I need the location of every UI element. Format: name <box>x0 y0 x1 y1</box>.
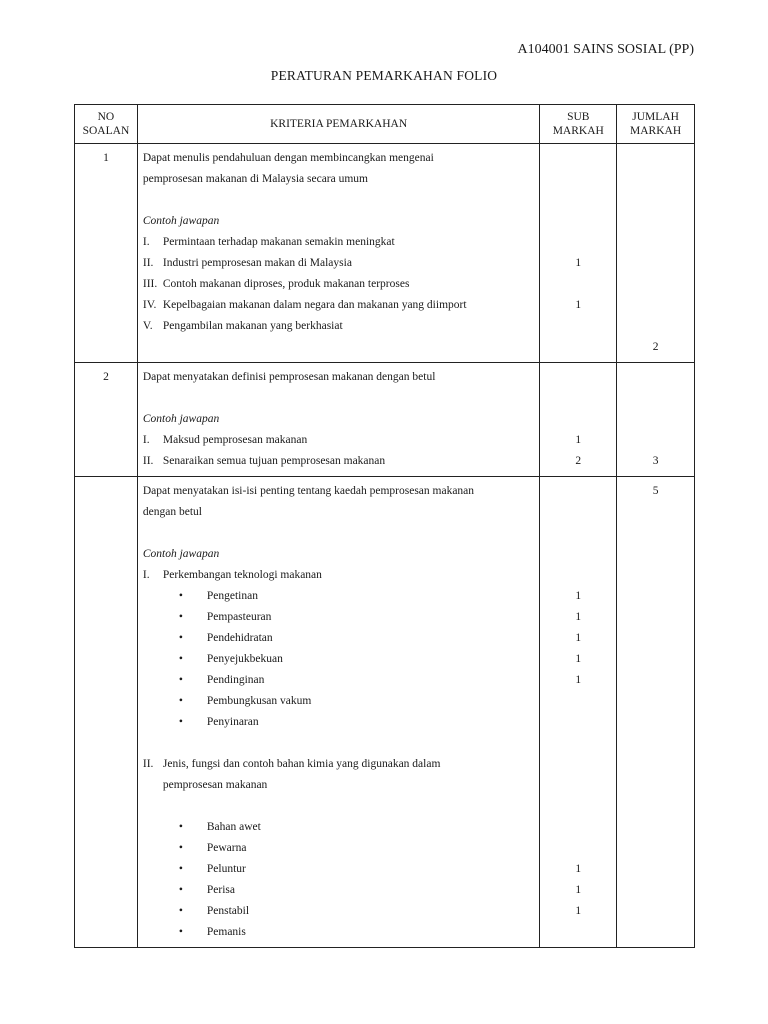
criteria-line: pemprosesan makanan di Malaysia secara umum <box>142 173 369 185</box>
bullet-item: • Penyinaran <box>178 716 259 728</box>
bullet-item: • Pendinginan <box>178 674 265 686</box>
sub-mark: 1 <box>575 884 582 896</box>
sub-mark: 1 <box>575 611 582 623</box>
bullet-item: • Pendehidratan <box>178 632 273 644</box>
total-mark-cell <box>617 363 695 477</box>
header-jumlah-markah: JUMLAH MARKAH <box>617 105 695 144</box>
total-mark: 2 <box>652 341 659 353</box>
table-row <box>75 363 695 477</box>
criteria-line: Dapat menulis pendahuluan dengan membincangkan mengenai <box>142 152 434 164</box>
bullet-item: • Pengetinan <box>178 590 258 602</box>
marking-scheme-table <box>74 104 695 948</box>
sub-mark: 1 <box>575 257 582 269</box>
question-number: 2 <box>75 363 138 477</box>
document-code: A104001 SAINS SOSIAL (PP) <box>517 42 694 57</box>
criteria-line: dengan betul <box>142 506 202 518</box>
total-mark-cell <box>617 144 695 363</box>
example-label: Contoh jawapan <box>142 215 220 227</box>
bullet-item: • Pewarna <box>178 842 247 854</box>
table-header-row <box>75 105 695 144</box>
question-number: 1 <box>75 144 138 363</box>
sub-mark: 1 <box>575 863 582 875</box>
criteria-line: Dapat menyatakan isi-isi penting tentang kaedah pemprosesan makanan <box>142 485 475 497</box>
list-item: V. Pengambilan makanan yang berkhasiat <box>142 320 343 332</box>
bullet-item: • Penyejukbekuan <box>178 653 283 665</box>
criteria-line: Dapat menyatakan definisi pemprosesan makanan dengan betul <box>142 371 436 383</box>
bullet-item: • Pempasteuran <box>178 611 272 623</box>
total-mark: 5 <box>652 485 659 497</box>
sub-mark: 1 <box>575 674 582 686</box>
sub-mark-cell <box>540 477 617 948</box>
header-kriteria: KRITERIA PEMARKAHAN <box>137 105 540 144</box>
sub-mark-cell <box>540 144 617 363</box>
list-item: II. Senaraikan semua tujuan pemprosesan makanan <box>142 455 386 467</box>
page-title: PERATURAN PEMARKAHAN FOLIO <box>270 68 498 83</box>
list-item: III. Contoh makanan diproses, produk makanan terproses <box>142 278 410 290</box>
list-item: I. Permintaan terhadap makanan semakin meningkat <box>142 236 395 248</box>
bullet-item: • Penstabil <box>178 905 250 917</box>
question-number <box>75 477 138 948</box>
example-label: Contoh jawapan <box>142 548 220 560</box>
example-label: Contoh jawapan <box>142 413 220 425</box>
sub-mark: 1 <box>575 632 582 644</box>
list-item: I. Perkembangan teknologi makanan <box>142 569 322 581</box>
bullet-item: • Bahan awet <box>178 821 261 833</box>
sub-mark: 1 <box>575 590 582 602</box>
sub-mark: 1 <box>575 653 582 665</box>
bullet-item: • Pemanis <box>178 926 246 938</box>
sub-mark-cell <box>540 363 617 477</box>
header-no-soalan: NO SOALAN <box>75 105 138 144</box>
table-row <box>75 477 695 948</box>
bullet-item: • Pembungkusan vakum <box>178 695 312 707</box>
criteria-cell <box>137 477 540 948</box>
criteria-cell <box>137 144 540 363</box>
total-mark: 3 <box>652 455 659 467</box>
sub-mark: 1 <box>575 299 582 311</box>
sub-mark: 1 <box>575 905 582 917</box>
sub-mark: 2 <box>575 455 582 467</box>
list-item-continuation: pemprosesan makanan <box>162 779 268 791</box>
list-item: I. Maksud pemprosesan makanan <box>142 434 308 446</box>
list-item: II. Industri pemprosesan makan di Malaysia <box>142 257 352 269</box>
header-sub-markah: SUB MARKAH <box>540 105 617 144</box>
list-item: II. Jenis, fungsi dan contoh bahan kimia yang digunakan dalam <box>142 758 441 770</box>
total-mark-cell <box>617 477 695 948</box>
criteria-cell <box>137 363 540 477</box>
list-item: IV. Kepelbagaian makanan dalam negara dan makanan yang diimport <box>142 299 467 311</box>
table-row <box>75 144 695 363</box>
bullet-item: • Peluntur <box>178 863 246 875</box>
sub-mark: 1 <box>575 434 582 446</box>
bullet-item: • Perisa <box>178 884 235 896</box>
